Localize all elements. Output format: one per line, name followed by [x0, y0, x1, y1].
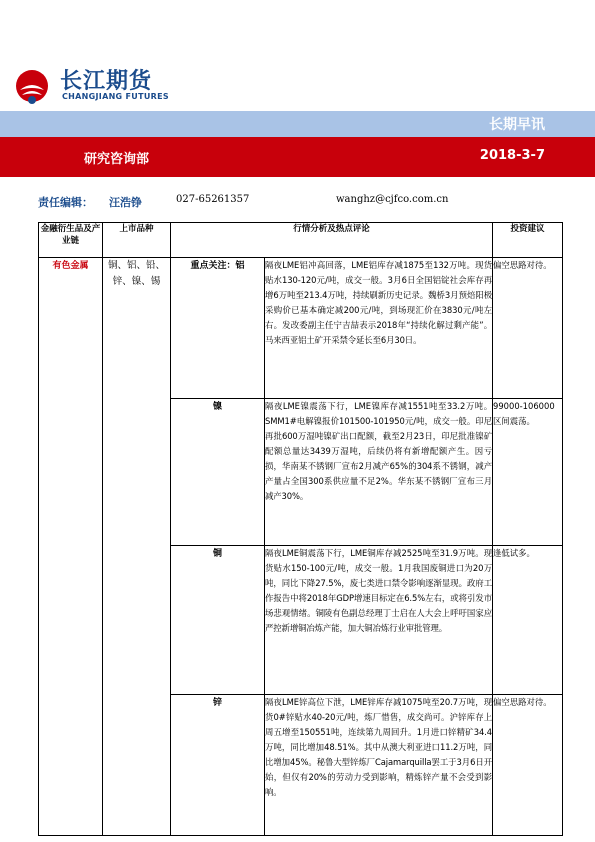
advice-cell: 偏空思路对待。 — [493, 258, 563, 399]
logo-english-name: CHANGJIANG FUTURES — [62, 92, 169, 101]
sector-cell: 有色金属 — [39, 258, 103, 836]
advice-cell: 逢低试多。 — [493, 546, 563, 695]
advice-cell: 99000-106000区间震荡。 — [493, 399, 563, 546]
editor-email[interactable]: wanghz@cjfco.com.cn — [336, 194, 449, 205]
editor-phone: 027-65261357 — [176, 194, 250, 205]
analysis-cell: 隔夜LME锌高位下泄，LME锌库存减1075吨至20.7万吨，现货0#锌贴水40-20元/吨，炼厂惜售，成交尚可。沪锌库存上周五增至150551吨，连续第九周回升。1月进口锌精矿34.4万吨，同比增加48.51%。其中从澳大利亚进口11.2万吨，同比增加45%。秘鲁大型锌炼厂Cajamarquilla罢工于3月6日开始，但仅有20%的劳动力受到影响，精炼锌产量不会受到影响。 — [265, 695, 493, 836]
header-varieties: 上市品种 — [103, 223, 171, 258]
editor-label: 责任编辑： — [38, 196, 93, 209]
table-header-row — [39, 223, 563, 258]
sub-variety-cell: 铜 — [171, 546, 265, 695]
sub-variety-cell: 重点关注：铝 — [171, 258, 265, 399]
analysis-cell: 隔夜LME镍震荡下行，LME镍库存减1551吨至33.2万吨。SMM1#电解镍报价101500-101950元/吨，成交一般。印尼再批600万湿吨镍矿出口配额，截至2月23日，印尼批准镍矿配额总量达3439万湿吨，后续仍将有新增配额产生。因亏损，华南某不锈钢厂宣布2月减产65%的304系不锈钢，减产产量占全国300系供应量不足2%。华东某不锈钢厂宣布三月减产30%。 — [265, 399, 493, 546]
logo-chinese-name: 长江期货 — [60, 69, 153, 94]
header-analysis: 行情分析及热点评论 — [171, 223, 493, 258]
advice-cell: 偏空思路对待。 — [493, 695, 563, 836]
report-type-band — [0, 111, 595, 137]
sub-variety-cell: 锌 — [171, 695, 265, 836]
report-type: 长期早讯 — [489, 117, 545, 133]
varieties-cell: 铜、铝、铅、锌、镍、锡 — [103, 258, 171, 836]
company-logo — [10, 62, 170, 106]
header-advice: 投资建议 — [493, 223, 563, 258]
report-date: 2018-3-7 — [479, 148, 545, 163]
analysis-cell: 隔夜LME铝冲高回落，LME铝库存减1875至132万吨。现货贴水130-120元/吨，成交一般。3月6日全国铝锭社会库存再增6万吨至213.4万吨，持续刷新历史记录。魏桥3月预焙阳极采购价已基本确定减200元/吨，到场现汇价在3830元/吨左右。发改委副主任宁吉喆表示2018年“持续化解过剩产能”。马来西亚铝土矿开采禁令延长至6月30日。 — [265, 258, 493, 399]
analysis-cell: 隔夜LME铜震荡下行，LME铜库存减2525吨至31.9万吨。现货贴水150-100元/吨，成交一般。1月我国废铜进口为20万吨，同比下降27.5%，废七类进口禁令影响逐渐显现。政府工作报告中将2018年GDP增速目标定在6.5%左右，或将引发市场悲观情绪。铜陵有色副总经理丁士启在人大会上呼吁国家应严控新增铜冶炼产能，加大铜冶炼行业审批管理。 — [265, 546, 493, 695]
sub-variety-cell: 镍 — [171, 399, 265, 546]
editor-info — [38, 194, 558, 210]
header-sector: 金融衍生品及产业链 — [39, 223, 103, 258]
department-band — [0, 137, 595, 177]
department-name: 研究咨询部 — [84, 152, 150, 167]
company-logo-icon — [10, 62, 54, 106]
table-row — [39, 258, 563, 399]
market-commentary-table — [38, 222, 563, 836]
editor-name: 汪浩铮 — [109, 196, 142, 209]
